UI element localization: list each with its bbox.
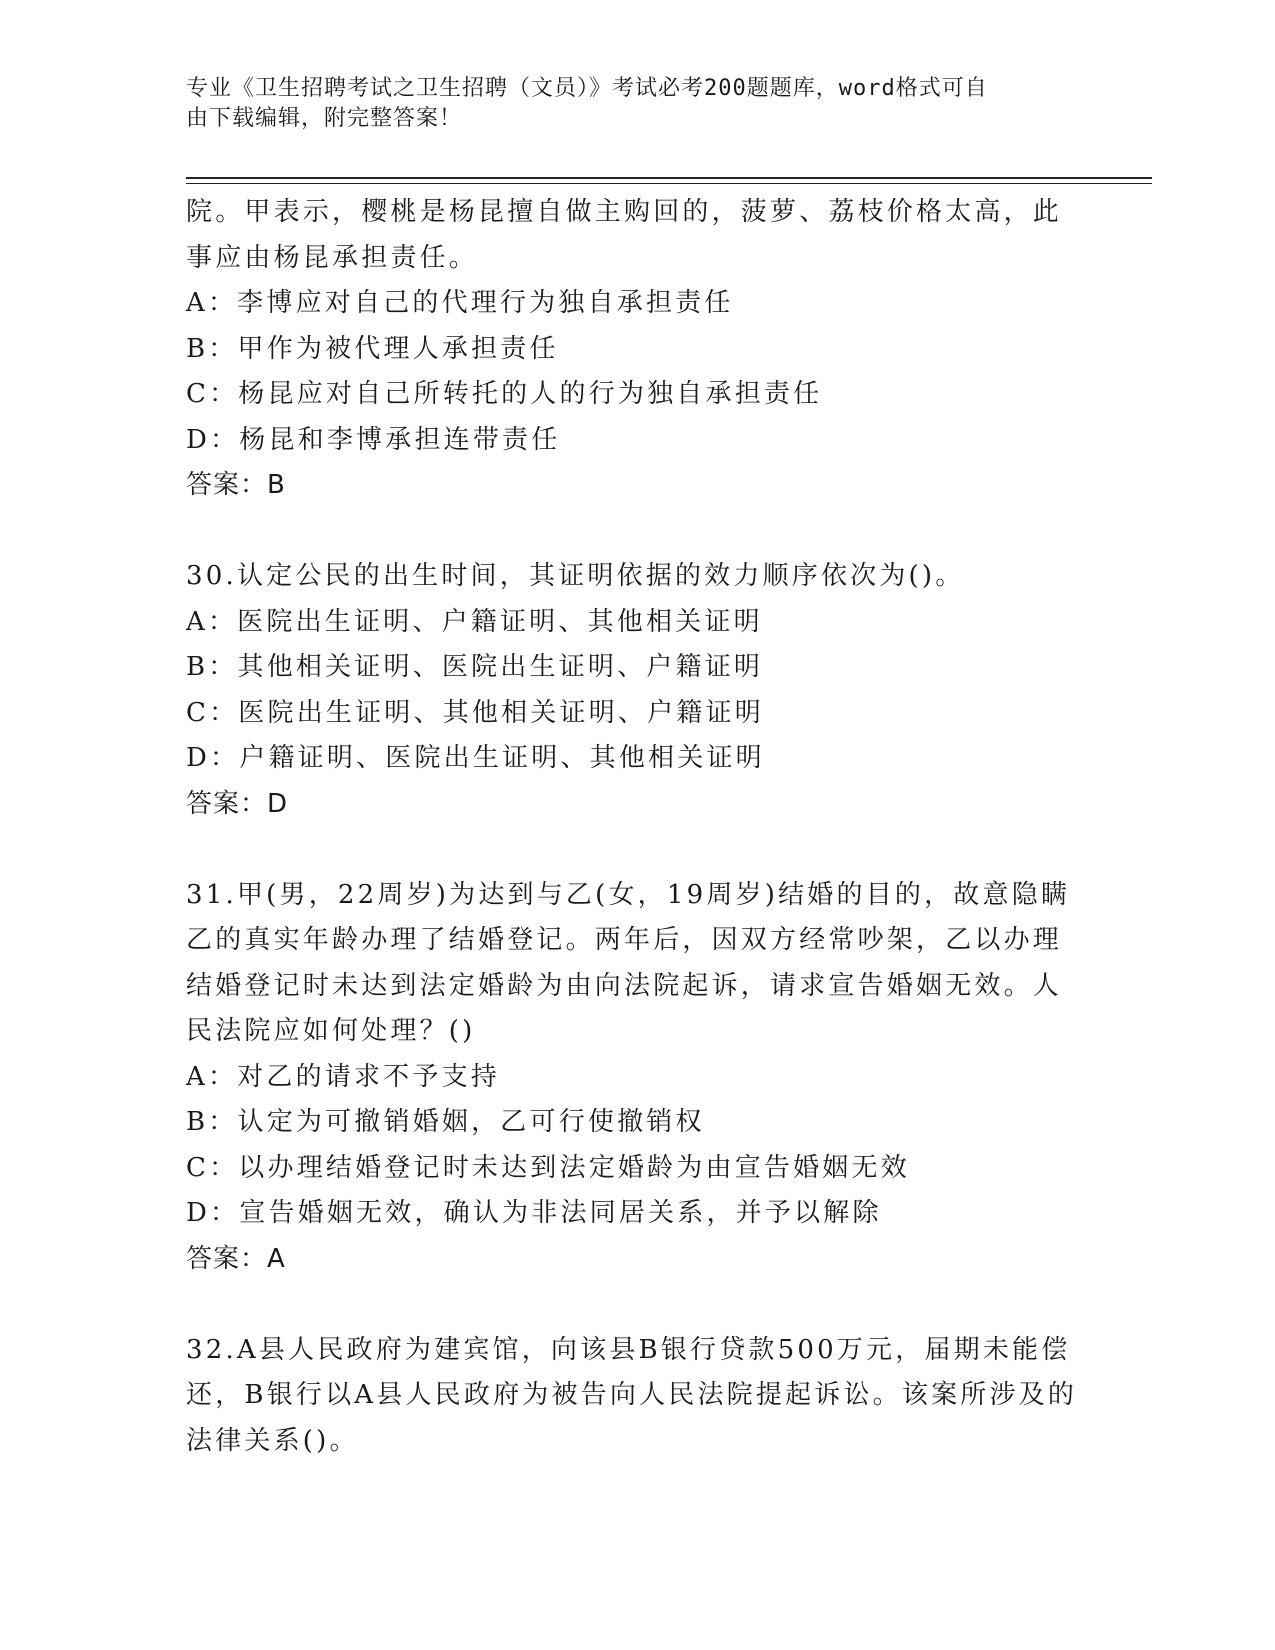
question-text-line: 结婚登记时未达到法定婚龄为由向法院起诉，请求宣告婚姻无效。人 <box>186 970 1063 1001</box>
question-text-line: 院。甲表示，樱桃是杨昆擅自做主购回的，菠萝、荔枝价格太高，此 <box>186 197 1063 227</box>
question-text-line: 民法院应如何处理？() <box>186 1016 476 1046</box>
document-body <box>186 190 1126 1464</box>
option-b: B：其他相关证明、医院出生证明、户籍证明 <box>186 652 764 682</box>
header-divider-thin <box>186 183 1152 184</box>
option-a: A：李博应对自己的代理行为独自承担责任 <box>186 288 734 318</box>
option-b: B：认定为可撤销婚姻，乙可行使撤销权 <box>186 1107 705 1137</box>
answer-line: 答案：B <box>186 470 286 500</box>
question-31 <box>186 873 1126 1283</box>
question-text-line: 法律关系()。 <box>186 1425 359 1456</box>
spacer <box>186 509 1126 555</box>
option-d: D：户籍证明、医院出生证明、其他相关证明 <box>186 743 765 773</box>
header-line: 由下载编辑，附完整答案！ <box>186 106 463 131</box>
question-text-line: 32.A县人民政府为建宾馆，向该县B银行贷款500万元，届期未能偿 <box>186 1334 1071 1365</box>
option-d: D：宣告婚姻无效，确认为非法同居关系，并予以解除 <box>186 1198 882 1228</box>
option-a: A：医院出生证明、户籍证明、其他相关证明 <box>186 606 763 637</box>
option-c: C：杨昆应对自己所转托的人的行为独自承担责任 <box>186 379 823 409</box>
spacer <box>186 827 1126 873</box>
question-30 <box>186 554 1126 827</box>
option-a: A：对乙的请求不予支持 <box>186 1061 500 1092</box>
question-text-line: 30.认定公民的出生时间，其证明依据的效力顺序依次为()。 <box>186 561 965 591</box>
option-d: D：杨昆和李博承担连带责任 <box>186 424 561 455</box>
question-text-line: 还，B银行以A县人民政府为被告向人民法院提起诉讼。该案所涉及的 <box>186 1380 1078 1410</box>
question-text-line: 乙的真实年龄办理了结婚登记。两年后，因双方经常吵架，乙以办理 <box>186 925 1063 955</box>
document-header <box>186 74 1066 134</box>
question-text-line: 事应由杨昆承担责任。 <box>186 242 479 273</box>
option-b: B：甲作为被代理人承担责任 <box>186 333 559 364</box>
answer-line: 答案：A <box>186 1243 286 1274</box>
question-32 <box>186 1328 1126 1465</box>
option-c: C：医院出生证明、其他相关证明、户籍证明 <box>186 697 764 728</box>
question-continuation <box>186 190 1126 509</box>
question-text-line: 31.甲(男，22周岁)为达到与乙(女，19周岁)结婚的目的，故意隐瞒 <box>186 879 1071 910</box>
answer-line: 答案：D <box>186 788 289 819</box>
option-c: C：以办理结婚登记时未达到法定婚龄为由宣告婚姻无效 <box>186 1152 910 1183</box>
header-divider <box>186 177 1152 179</box>
spacer <box>186 1282 1126 1328</box>
header-line: 专业《卫生招聘考试之卫生招聘（文员）》考试必考200题题库，word格式可自 <box>186 76 988 101</box>
